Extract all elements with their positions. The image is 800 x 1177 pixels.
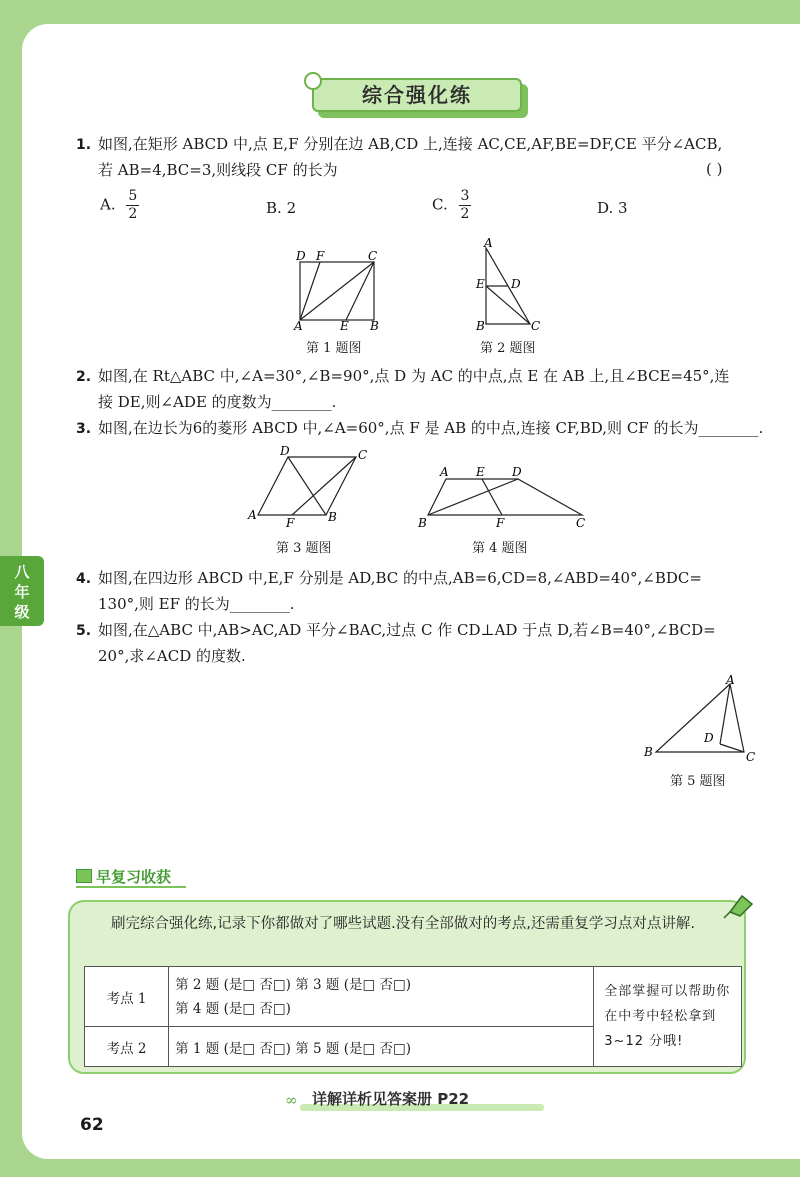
side-tab-char: 八 [14, 563, 30, 581]
question-1 [76, 132, 766, 183]
point-label: F [316, 249, 325, 263]
figure-3 [244, 445, 374, 529]
point-label: B [644, 745, 653, 759]
question-text: 如图,在四边形 ABCD 中,E,F 分别是 AD,BC 的中点,AB=6,CD=8,∠ABD=40°,∠BDC= [98, 569, 702, 587]
question-text: 如图,在矩形 ABCD 中,点 E,F 分别在边 AB,CD 上,连接 AC,CE,AF,BE=DF,CE 平分∠ACB, [98, 135, 723, 153]
point-label: D [512, 465, 522, 479]
fraction: $\frac{5}{2}$ [128, 188, 138, 222]
hook-icon [304, 72, 322, 90]
question-number: 1. [76, 137, 92, 153]
side-tab-char: 年 [14, 583, 30, 601]
pushpin-icon [722, 890, 758, 920]
grade-side-tab [0, 556, 44, 626]
point-label: A [726, 673, 735, 687]
question-text: 如图,在 Rt△ABC 中,∠A=30°,∠B=90°,点 D 为 AC 的中点,点 E 在 AB 上,且∠BCE=45°,连 [98, 367, 730, 385]
point-label: F [496, 516, 505, 530]
note-cell: 全部掌握可以帮助你在中考中轻松拿到 3~12 分哦! [594, 967, 742, 1067]
question-2 [76, 364, 766, 415]
point-label: B [476, 319, 485, 332]
point-label: C [358, 448, 368, 462]
question-text: 如图,在边长为6的菱形 ABCD 中,∠A=60°,点 F 是 AB 的中点,连接 CF,BD,则 CF 的长为________. [98, 419, 764, 437]
point-label: B [418, 516, 427, 530]
option-a: A. $\frac{5}{2}$ [100, 188, 138, 222]
figure-4 [416, 463, 596, 533]
question-text: 20°,求∠ACD 的度数. [98, 647, 246, 665]
question-number: 5. [76, 623, 92, 639]
point-label: D [296, 249, 306, 263]
question-text: 130°,则 EF 的长为________. [98, 595, 295, 613]
questions-cell: 第 2 题 (是□ 否□) 第 3 题 (是□ 否□) 第 4 题 (是□ 否□) [169, 967, 594, 1027]
review-table [84, 966, 742, 1067]
option-d: D. 3 [597, 199, 628, 217]
point-label: B [370, 319, 379, 332]
question-number: 2. [76, 369, 92, 385]
question-5 [76, 618, 766, 669]
review-heading: 早复习收获 [76, 866, 171, 887]
figure-5 [640, 672, 760, 764]
figure-caption: 第 5 题图 [670, 774, 726, 789]
page-number: 62 [80, 1115, 104, 1135]
point-label: E [476, 277, 485, 291]
point-label: E [476, 465, 485, 479]
section-title-banner [312, 78, 528, 118]
table-row [85, 967, 742, 1027]
review-text: 刷完综合强化练,记录下你都做对了哪些试题.没有全部做对的考点,还需重复学习点对点讲解. [111, 916, 695, 932]
point-cell: 考点 1 [85, 967, 169, 1027]
divider [76, 886, 186, 888]
question-text: 接 DE,则∠ADE 的度数为________. [98, 393, 337, 411]
link-icon: ∞ [285, 1091, 298, 1109]
fraction: $\frac{3}{2}$ [460, 188, 470, 222]
point-label: C [576, 516, 586, 530]
figure-caption: 第 2 题图 [480, 341, 536, 356]
question-4 [76, 566, 766, 617]
point-label: D [280, 445, 290, 458]
point-label: C [368, 249, 378, 263]
point-label: C [746, 750, 756, 764]
figure-caption: 第 3 题图 [276, 541, 332, 556]
question-text: 若 AB=4,BC=3,则线段 CF 的长为 [98, 161, 338, 179]
question-text: 如图,在△ABC 中,AB>AC,AD 平分∠BAC,过点 C 作 CD⊥AD 于点 D,若∠B=40°,∠BCD= [98, 621, 716, 639]
point-label: B [328, 510, 337, 524]
point-label: D [704, 731, 714, 745]
answer-reference: 详解详析见答案册 P22 [312, 1090, 470, 1108]
option-c: C. $\frac{3}{2}$ [432, 188, 470, 222]
point-label: A [248, 508, 257, 522]
point-label: D [511, 277, 521, 291]
point-label: F [286, 516, 295, 529]
option-b: B. 2 [266, 199, 297, 217]
point-label: A [294, 319, 303, 332]
point-cell: 考点 2 [85, 1027, 169, 1067]
figure-caption: 第 4 题图 [472, 541, 528, 556]
questions-cell: 第 1 题 (是□ 否□) 第 5 题 (是□ 否□) [169, 1027, 594, 1067]
question-number: 3. [76, 421, 92, 437]
question-number: 4. [76, 571, 92, 587]
point-label: C [531, 319, 541, 332]
answer-bracket: ( ) [706, 160, 723, 178]
point-label: A [484, 236, 493, 250]
figure-caption: 第 1 题图 [306, 341, 362, 356]
section-title: 综合强化练 [312, 78, 522, 112]
question-3 [76, 416, 776, 442]
gift-icon [76, 869, 92, 883]
figure-1 [290, 248, 390, 332]
side-tab-char: 级 [14, 603, 30, 621]
point-label: E [340, 319, 349, 332]
point-label: A [440, 465, 449, 479]
figure-2 [470, 236, 550, 332]
